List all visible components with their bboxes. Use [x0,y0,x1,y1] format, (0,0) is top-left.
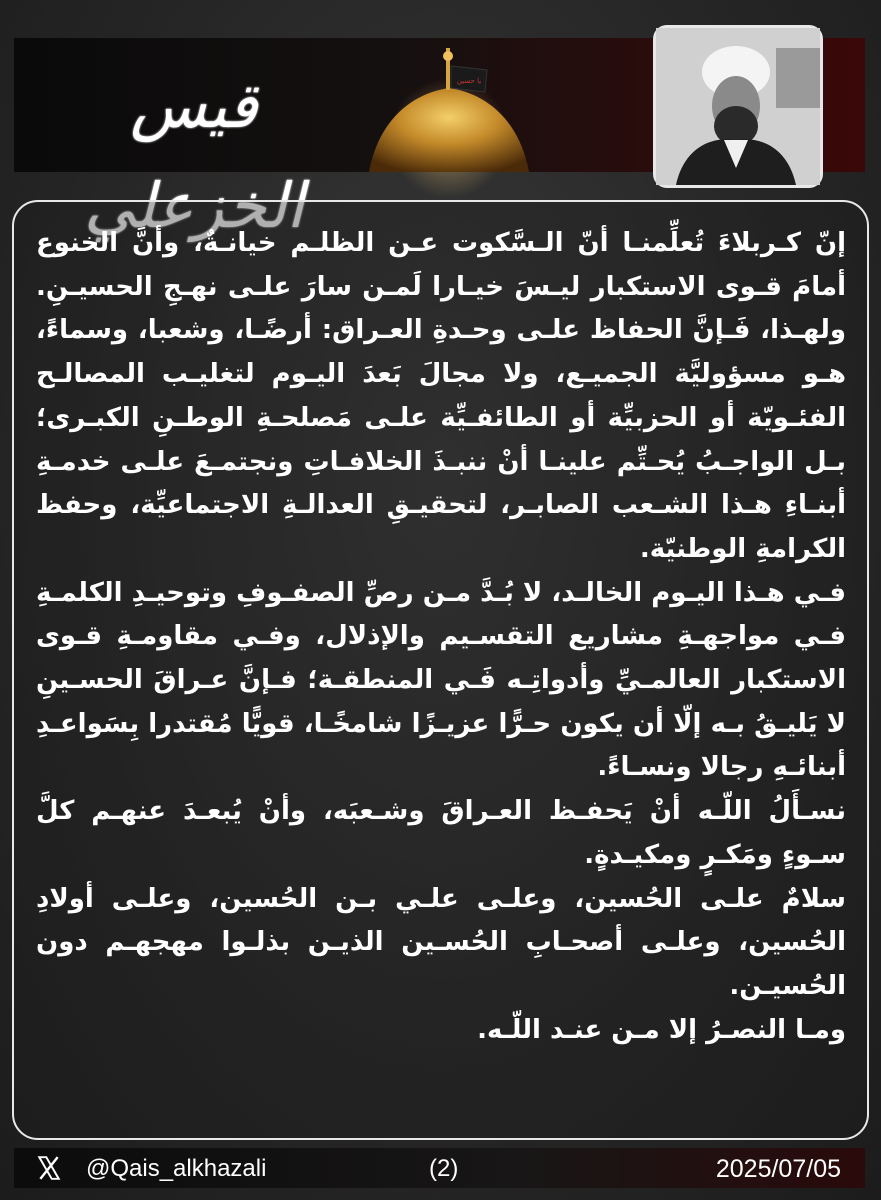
paragraph-5: ومـا النصـرُ إلا مـن عنـد اللّـه. [477,1014,846,1045]
paragraph-1: إنّ كـربلاءَ تُعلِّمنـا أنّ الـسَّكوت عـن الظلـم خيانـةٌ، وأنَّ الخنوع أمامَ قـوى الاستكبار ليـسَ خيـارا لَمـن سارَ علـى نهـجِ الحسيـنِ. ولهـذا، فَـإنَّ الحفاظ علـى وحـدةِ العـراق: أرضًـا، وشعبا، وسماءً، هـو مسؤوليَّة الجميـع، ولا مجالَ بَعدَ اليـوم لتغليـب المصالـح الفئـويّة أو الحزبيِّة أو الطائفـيِّة علـى مَصلحـةِ الوطـنِ الكبـرى؛ بـل الواجـبُ يُحـتِّم علينـا أنْ ننبـذَ الخلافـاتِ ونجتمـعَ علـى خدمـةِ أبنـاءِ هـذا الشـعب الصابـر، لتحقيـقِ العدالـةِ الاجتماعيِّة، وحفظ الكرامةِ الوطنيّة. [36,228,846,564]
calligraphy-signature: قيس الخزعلي [84,69,304,242]
x-logo-icon[interactable] [36,1155,62,1181]
header-banner [14,38,865,242]
paragraph-2: فـي هـذا اليـوم الخالـد، لا بُـدَّ مـن رصِّ الصفـوفِ وتوحيـدِ الكلمـةِ فـي مواجهـةِ مشاريع التقسـيم والإذلال، وفـي مقاومـةِ قـوى الاستكبار العالمـيِّ وأدواتِـه فَـي المنطقـة؛ فـإنَّ عـراقَ الحسـينِ لا يَليـقُ بـه إلّا أن يكون حـرًّا عزيـزًا شامخًـا، قويًّا مُقتدرا بِسَواعـدِ أبنائـهِ رجالا ونسـاءً. [36,577,846,783]
footer-bar [14,1148,865,1188]
statement-text [36,222,846,1052]
account-handle[interactable]: @Qais_alkhazali [86,1155,267,1182]
paragraph-4: سلامٌ علـى الحُسين، وعلـى علـي بـن الحُسين، وعلـى أولادِ الحُسين، وعلـى أصحـابِ الحُسـين الذيـن بذلـوا مهجهـم دون الحُسيـن. [36,883,846,1001]
portrait-photo [653,25,823,188]
paragraph-3: نسـأَلُ اللّـه أنْ يَحفـظ العـراقَ وشـعبَه، وأنْ يُبعـدَ عنهـم كلَّ سـوءٍ ومَكـرٍ ومكيـدةٍ. [36,796,846,870]
shrine-dome-image [369,38,629,172]
statement-box [12,200,869,1140]
flag-text: يا حسين [456,77,482,85]
portrait-image [656,28,820,185]
page-number: (2) [429,1155,459,1182]
post-date: 2025/07/05 [715,1155,841,1183]
